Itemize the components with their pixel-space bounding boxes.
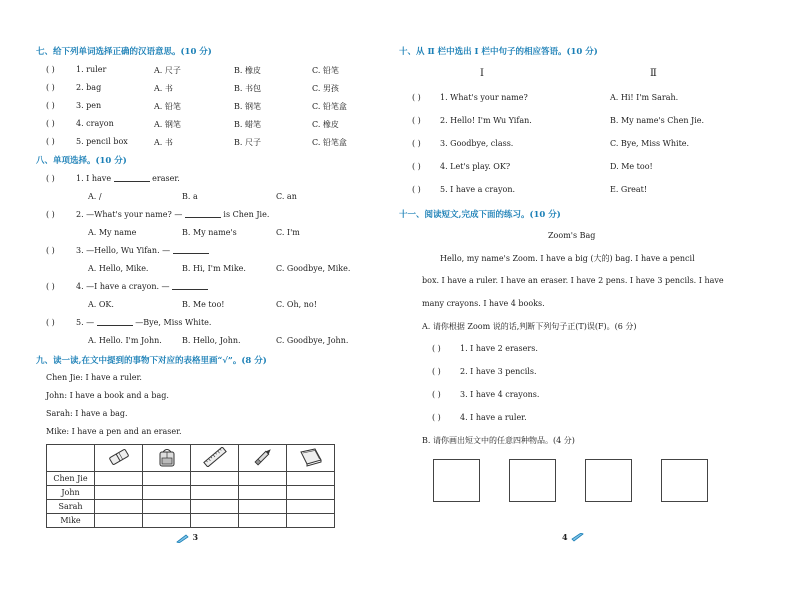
- question-text: 3. —Hello, Wu Yifan. —: [76, 246, 171, 255]
- question-text: is Chen Jie.: [223, 210, 270, 219]
- question-text: 2. —What's your name? —: [76, 210, 183, 219]
- statement: 3. I have 4 crayons.: [460, 390, 540, 399]
- paren[interactable]: ( ): [46, 83, 55, 92]
- paren[interactable]: ( ): [412, 116, 421, 125]
- bag-icon: [154, 447, 180, 467]
- section-9-title: 九、读一读,在文中提到的事物下对应的表格里画“√”。(8 分): [36, 356, 267, 366]
- option-a: A. 铅笔: [154, 102, 181, 111]
- icon-cell: [143, 445, 191, 472]
- part-b-instruction: B. 请你画出短文中的任意四种物品。(4 分): [422, 436, 575, 445]
- book-icon: [298, 447, 324, 467]
- icon-cell: [191, 445, 239, 472]
- question: 2. bag: [76, 83, 102, 92]
- option-c: C. 男孩: [312, 84, 339, 93]
- table-row: [47, 514, 335, 528]
- drawing-box[interactable]: [509, 459, 556, 502]
- ruler-icon: [202, 447, 228, 467]
- statement: 2. I have 3 pencils.: [460, 367, 537, 376]
- answer-blank[interactable]: [173, 246, 209, 254]
- check-cell[interactable]: [191, 486, 239, 500]
- drawing-box[interactable]: [661, 459, 708, 502]
- option-c: C. an: [276, 192, 297, 201]
- question: [76, 174, 180, 183]
- answer-option: E. Great!: [610, 185, 648, 194]
- answer-option: C. Bye, Miss White.: [610, 139, 690, 148]
- question: 1. ruler: [76, 65, 107, 74]
- check-cell[interactable]: [239, 500, 287, 514]
- section-10-title: 十、从 Ⅱ 栏中选出 Ⅰ 栏中句子的相应答语。(10 分): [399, 47, 598, 57]
- table-header-row: [47, 445, 335, 472]
- check-cell[interactable]: [287, 500, 335, 514]
- paren[interactable]: ( ): [46, 174, 55, 183]
- check-cell[interactable]: [143, 514, 191, 528]
- reading-line: John: I have a book and a bag.: [46, 391, 169, 400]
- paren[interactable]: ( ): [46, 119, 55, 128]
- question-text: 1. I have: [76, 174, 112, 183]
- option-a: A. My name: [88, 228, 137, 237]
- question: [76, 210, 269, 219]
- option-b: B. Hi, I'm Mike.: [182, 264, 246, 273]
- row-label: Chen Jie: [47, 472, 95, 486]
- question: [76, 318, 211, 327]
- option-b: B. 橡皮: [234, 66, 261, 75]
- check-cell[interactable]: [287, 472, 335, 486]
- answer-blank[interactable]: [97, 318, 133, 326]
- passage-line: Hello, my name's Zoom. I have a big (大的) bag. I have a pencil: [440, 254, 695, 263]
- option-b: B. Hello, John.: [182, 336, 241, 345]
- check-cell[interactable]: [95, 486, 143, 500]
- check-cell[interactable]: [191, 472, 239, 486]
- paren[interactable]: ( ): [412, 139, 421, 148]
- question: 3. Goodbye, class.: [440, 139, 514, 148]
- check-cell[interactable]: [191, 500, 239, 514]
- answer-blank[interactable]: [114, 174, 150, 182]
- question-text: 4. —I have a crayon. —: [76, 282, 170, 291]
- question: 4. Let's play. OK?: [440, 162, 511, 171]
- question: 2. Hello! I'm Wu Yifan.: [440, 116, 532, 125]
- check-cell[interactable]: [287, 486, 335, 500]
- check-cell[interactable]: [95, 500, 143, 514]
- paren[interactable]: ( ): [46, 101, 55, 110]
- check-cell[interactable]: [287, 514, 335, 528]
- check-cell[interactable]: [143, 500, 191, 514]
- option-b: B. 钢笔: [234, 102, 261, 111]
- check-cell[interactable]: [191, 514, 239, 528]
- paren[interactable]: ( ): [46, 246, 55, 255]
- reading-line: Mike: I have a pen and an eraser.: [46, 427, 182, 436]
- row-label: Sarah: [47, 500, 95, 514]
- question: 5. I have a crayon.: [440, 185, 516, 194]
- pencil-icon: [176, 533, 190, 543]
- corner-cell: [47, 445, 95, 472]
- check-cell[interactable]: [143, 486, 191, 500]
- paren[interactable]: ( ): [46, 282, 55, 291]
- check-cell[interactable]: [95, 514, 143, 528]
- option-c: C. 铅笔盒: [312, 138, 347, 147]
- option-a: A. Hello, Mike.: [88, 264, 149, 273]
- paren[interactable]: ( ): [432, 390, 441, 399]
- option-a: A. Hello. I'm John.: [88, 336, 162, 345]
- paren[interactable]: ( ): [46, 210, 55, 219]
- answer-blank[interactable]: [185, 210, 221, 218]
- statement: 4. I have a ruler.: [460, 413, 527, 422]
- option-a: A. 钢笔: [154, 120, 181, 129]
- option-c: C. I'm: [276, 228, 300, 237]
- table-row: [47, 486, 335, 500]
- option-a: A. 书: [154, 138, 173, 147]
- question: [76, 246, 209, 255]
- statement: 1. I have 2 erasers.: [460, 344, 538, 353]
- pen-icon: [250, 447, 276, 467]
- column-2-header: Ⅱ: [650, 68, 657, 79]
- check-cell[interactable]: [239, 472, 287, 486]
- check-cell[interactable]: [143, 472, 191, 486]
- check-cell[interactable]: [239, 514, 287, 528]
- icon-cell: [239, 445, 287, 472]
- paren[interactable]: ( ): [432, 367, 441, 376]
- option-c: C. Goodbye, Mike.: [276, 264, 351, 273]
- paren[interactable]: ( ): [432, 413, 441, 422]
- option-c: C. 铅笔盒: [312, 102, 347, 111]
- section-11-title: 十一、阅读短文,完成下面的练习。(10 分): [399, 210, 561, 220]
- answer-option: A. Hi! I'm Sarah.: [610, 93, 679, 102]
- answer-option: D. Me too!: [610, 162, 653, 171]
- question-text: —Bye, Miss White.: [135, 318, 212, 327]
- paren[interactable]: ( ): [46, 318, 55, 327]
- check-table: [46, 444, 335, 528]
- answer-option: B. My name's Chen Jie.: [610, 116, 705, 125]
- option-c: C. Goodbye, John.: [276, 336, 349, 345]
- page-footer-left: [176, 532, 198, 543]
- check-cell[interactable]: [95, 472, 143, 486]
- paren[interactable]: ( ): [46, 137, 55, 146]
- option-c: C. Oh, no!: [276, 300, 317, 309]
- option-a: A. 书: [154, 84, 173, 93]
- part-a-instruction: A. 请你根据 Zoom 说的话,判断下列句子正(T)误(F)。(6 分): [422, 322, 637, 331]
- paren[interactable]: ( ): [412, 162, 421, 171]
- question: 5. pencil box: [76, 137, 128, 146]
- answer-blank[interactable]: [172, 282, 208, 290]
- column-1-header: Ⅰ: [480, 68, 484, 79]
- icon-cell: [95, 445, 143, 472]
- table-row: [47, 500, 335, 514]
- paren[interactable]: ( ): [432, 344, 441, 353]
- page-number: 3: [192, 532, 199, 542]
- question: 4. crayon: [76, 119, 114, 128]
- section-7-title: 七、给下列单词选择正确的汉语意思。(10 分): [36, 47, 212, 57]
- paren[interactable]: ( ): [46, 65, 55, 74]
- row-label: John: [47, 486, 95, 500]
- passage-line: many crayons. I have 4 books.: [422, 299, 545, 308]
- question: 1. What's your name?: [440, 93, 528, 102]
- option-a: A. /: [88, 192, 102, 201]
- icon-cell: [287, 445, 335, 472]
- option-b: B. a: [182, 192, 198, 201]
- pencil-icon: [570, 533, 584, 543]
- question-text: 5. —: [76, 318, 95, 327]
- question-text: eraser.: [152, 174, 180, 183]
- check-cell[interactable]: [239, 486, 287, 500]
- option-a: A. 尺子: [154, 66, 181, 75]
- table-row: [47, 472, 335, 486]
- option-b: B. Me too!: [182, 300, 225, 309]
- page-footer-right: [562, 532, 584, 543]
- option-c: C. 橡皮: [312, 120, 339, 129]
- passage-line: box. I have a ruler. I have an eraser. I have 2 pens. I have 3 pencils. I have: [422, 276, 724, 285]
- option-b: B. 尺子: [234, 138, 261, 147]
- question: 3. pen: [76, 101, 102, 110]
- page-number: 4: [562, 532, 568, 542]
- row-label: Mike: [47, 514, 95, 528]
- eraser-icon: [106, 447, 132, 467]
- section-8-title: 八、单项选择。(10 分): [36, 156, 127, 166]
- drawing-box[interactable]: [585, 459, 632, 502]
- paren[interactable]: ( ): [412, 93, 421, 102]
- option-b: B. My name's: [182, 228, 237, 237]
- option-c: C. 铅笔: [312, 66, 339, 75]
- question: [76, 282, 208, 291]
- reading-line: Chen Jie: I have a ruler.: [46, 373, 142, 382]
- option-b: B. 书包: [234, 84, 261, 93]
- reading-line: Sarah: I have a bag.: [46, 409, 128, 418]
- option-b: B. 蜡笔: [234, 120, 261, 129]
- paren[interactable]: ( ): [412, 185, 421, 194]
- drawing-box[interactable]: [433, 459, 480, 502]
- option-a: A. OK.: [88, 300, 114, 309]
- passage-title: Zoom's Bag: [548, 231, 596, 240]
